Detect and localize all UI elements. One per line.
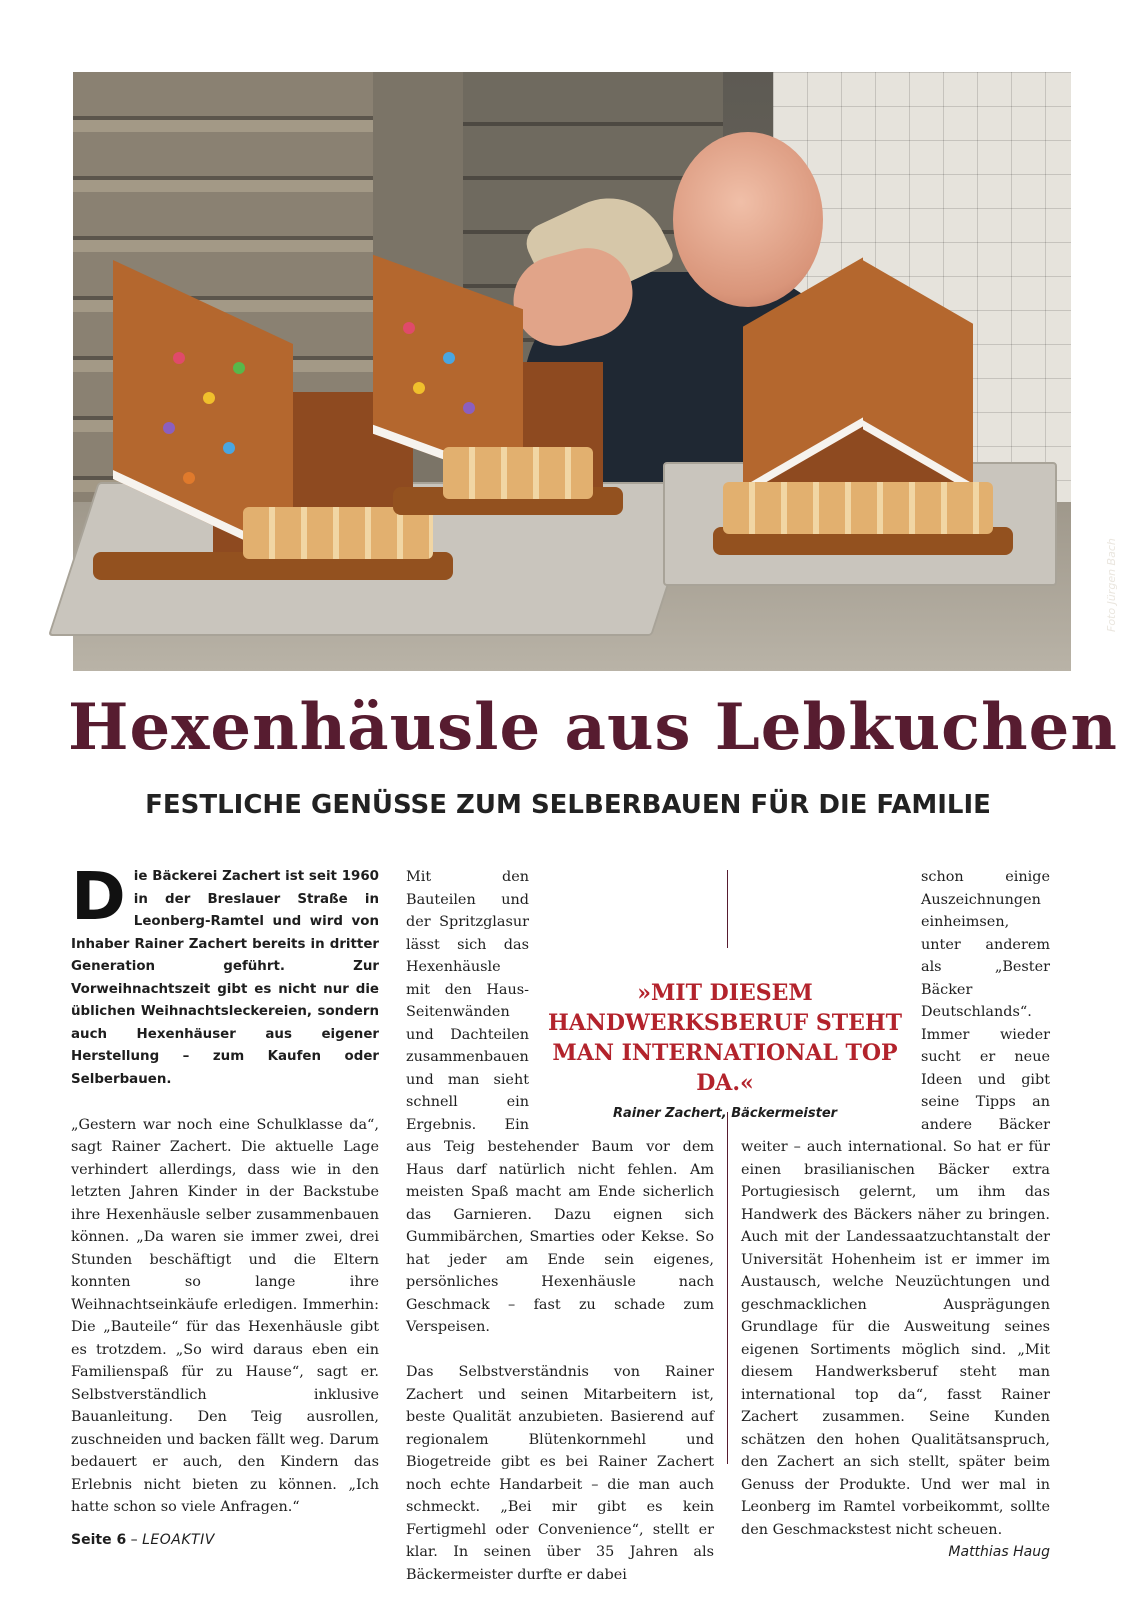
body-paragraph: „Gestern war noch eine Schulklasse da“, sagt Rainer Zachert. Die aktuelle Lage verhindert allerdings, dass wie in den letzten Jahren Kinder in der Backstube ihre Hexenhäusle selber zusammenbauen können. „Da waren sie immer zwei, drei Stunden beschäftigt und die Eltern konnten so lange ihre Weihnachtseinkäufe erledigen. Immerhin: Die „Bauteile“ für das Hexenhäusle gibt es trotzdem. „So wird daraus eben ein Familienspaß für zu Hause“, sagt er. Selbstverständlich inklusive Bauanleitung. Den Teig ausrollen, zuschneiden und backen fällt weg. Darum bedauert er auch, den Kindern das Erlebnis nicht bieten zu können. „Ich hatte schon so viele Anfragen.“ — [71, 1116, 379, 1515]
article-subheadline: FESTLICHE GENÜSSE ZUM SELBERBAUEN FÜR DIE FAMILIE — [145, 790, 991, 820]
lead-paragraph — [71, 858, 379, 1091]
text-column-1 — [71, 858, 379, 1519]
pull-quote-text: »MIT DIESEM HANDWERKSBERUF STEHT MAN INTERNATIONAL TOP DA.« — [547, 980, 903, 1096]
lead-text: ie Bäckerei Zachert ist seit 1960 in der Breslauer Straße in Leonberg-Ramtel und wird von Inhaber Rainer Zachert bereits in dritter Generation geführt. Zur Vorweihnachtszeit gibt es nicht nur die üblichen Weihnachtsleckereien, sondern auch Hexenhäuser aus eigener Herstellung – zum Kaufen oder Selberbauen. — [71, 869, 379, 1087]
body-paragraph: Das Selbstverständnis von Rainer Zachert und seinen Mitarbeitern ist, beste Qualität anzubieten. Basierend auf regionalem Blütenkornmehl und Biogetreide gibt es bei Rainer Zachert noch echte Handarbeit – die man auch schmeckt. „Bei mir gibt es kein Fertigmehl oder Convenience“, stellt er klar. In seinen über 35 Jahren als Bäckermeister durfte er dabei — [406, 1364, 714, 1583]
body-text: schon einige Auszeichnungen einheimsen, unter anderem als „Bester Bäcker Deutschlands“. Immer wieder sucht er neue Ideen und gibt seine Tipps an andere Bäcker weiter – auch international. So hat er für einen brasilianischen Bäcker extra Portugiesisch gelernt, um ihm das Handwerk des Bäckers näher zu bringen. Auch mit der Landessaatzuchtanstalt der Universität Hohenheim ist er immer im Austausch, welche Neuzüchtungen und geschmacklichen Ausprägungen Grundlage für die Ausweitung seines eigenen Sortiments möglich sind. „Mit diesem Handwerksberuf steht man international top da“, fasst Rainer Zachert zusammen. Seine Kunden schätzen den hohen Qualitätsanspruch, den Zachert an sich stellt, später beim Genuss der Produkte. Und wer mal in Leonberg im Ramtel vorbeikommt, sollte den Geschmackstest nicht scheuen. — [741, 869, 1050, 1538]
text-column-2 — [406, 866, 714, 1586]
footer-separator: – — [130, 1532, 138, 1548]
column-divider — [727, 870, 728, 948]
pull-quote — [545, 978, 905, 1121]
column-divider — [727, 1112, 728, 1464]
page-footer — [71, 1532, 215, 1548]
article-headline: Hexenhäusle aus Lebkuchen — [68, 690, 1118, 765]
article-author: Matthias Haug — [948, 1544, 1050, 1560]
drop-cap: D — [71, 858, 126, 935]
article-photo — [73, 72, 1118, 671]
gingerbread-house — [363, 272, 623, 532]
gingerbread-house — [713, 272, 1033, 562]
text-column-3 — [741, 866, 1050, 1564]
body-text: Mit den Bauteilen und der Spritzglasur lässt sich das Hexenhäusle mit den Haus-Seitenwänden und Dachteilen zusammenbauen und man sieht schnell ein Ergebnis. Ein aus Teig bestehender Baum vor dem Haus darf natürlich nicht fehlen. Am meisten Spaß macht am Ende sicherlich das Garnieren. Dazu eignen sich Gummibärchen, Smarties oder Kekse. So hat jeder am Ende sein eigenes, persönliches Hexenhäusle nach Geschmack – fast zu schade zum Verspeisen. — [406, 869, 714, 1335]
pull-quote-author: Rainer Zachert, Bäckermeister — [612, 1106, 838, 1121]
magazine-name: LEOAKTIV — [142, 1532, 215, 1548]
page-number: Seite 6 — [71, 1532, 127, 1548]
photo-credit: Foto Jürgen Bach — [1105, 538, 1118, 632]
body-paragraph — [741, 866, 1050, 1560]
